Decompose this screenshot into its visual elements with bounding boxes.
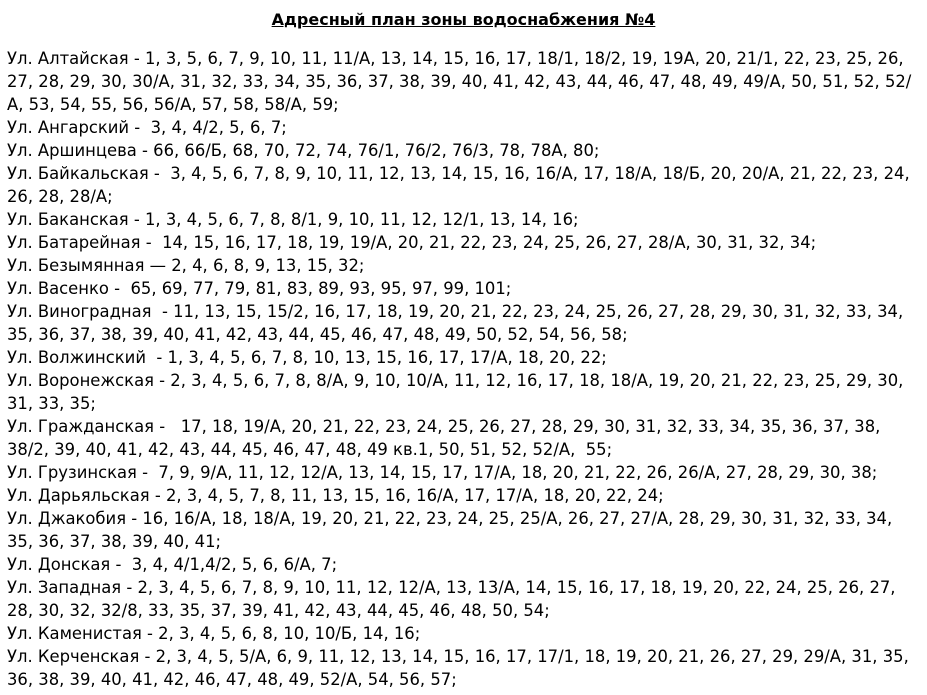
address-entry-gruzinskaya: Ул. Грузинская - 7, 9, 9/А, 11, 12, 12/А, 13, 14, 15, 17, 17/А, 18, 20, 21, 22, 26, 26/А, 27, 28, 29, 30, 38; — [7, 463, 878, 482]
address-entry-batareynaya: Ул. Батарейная - 14, 15, 16, 17, 18, 19, 19/А, 20, 21, 22, 23, 24, 25, 26, 27, 28/А, 30, 31, 32, 34; — [7, 233, 817, 252]
address-entry-bakanskaya: Ул. Баканская - 1, 3, 4, 5, 6, 7, 8, 8/1, 9, 10, 11, 12, 12/1, 13, 14, 16; — [7, 210, 579, 229]
address-entry-voronezhskaya: Ул. Воронежская - 2, 3, 4, 5, 6, 7, 8, 8/А, 9, 10, 10/А, 11, 12, 16, 17, 18, 18/А, 19, 20, 21, 22, 23, 25, 29, 30, 31, 33, 35; — [7, 371, 909, 413]
address-entry-vasenko: Ул. Васенко - 65, 69, 77, 79, 81, 83, 89, 93, 95, 97, 99, 101; — [7, 279, 512, 298]
address-list — [7, 47, 919, 691]
address-entry-bezymyannaya: Ул. Безымянная — 2, 4, 6, 8, 9, 13, 15, 32; — [7, 256, 365, 275]
address-entry-baikalskaya: Ул. Байкальская - 3, 4, 5, 6, 7, 8, 9, 10, 11, 12, 13, 14, 15, 16, 16/А, 17, 18/А, 18/Б, 20, 20/А, 21, 22, 23, 24, 26, 28, 28/А; — [7, 164, 915, 206]
address-entry-vinogradnaya: Ул. Виноградная - 11, 13, 15, 15/2, 16, 17, 18, 19, 20, 21, 22, 23, 24, 25, 26, 27, 28, 29, 30, 31, 32, 33, 34, 35, 36, 37, 38, 39, 40, 41, 42, 43, 44, 45, 46, 47, 48, 49, 50, 52, 54, 56, 58; — [7, 302, 909, 344]
address-entry-grazhdanskaya: Ул. Гражданская - 17, 18, 19/А, 20, 21, 22, 23, 24, 25, 26, 27, 28, 29, 30, 31, 32, 33, 34, 35, 36, 37, 38, 38/2, 39, 40, 41, 42, 43, 44, 45, 46, 47, 48, 49 кв.1, 50, 51, 52, 52/А, 55; — [7, 417, 886, 459]
document-title: Адресный план зоны водоснабжения №4 — [271, 10, 656, 29]
address-entry-altaiskaya: Ул. Алтайская - 1, 3, 5, 6, 7, 9, 10, 11, 11/А, 13, 14, 15, 16, 17, 18/1, 18/2, 19, 19А, 20, 21/1, 22, 23, 25, 26, 27, 28, 29, 30, 30/А, 31, 32, 33, 34, 35, 36, 37, 38, 39, 40, 41, 42, 43, 44, 46, 47, 48, 49, 49/А, 50, 51, 52, 52/А, 53, 54, 55, 56, 56/А, 57, 58, 58/А, 59; — [7, 49, 912, 114]
address-entry-daryalskaya: Ул. Дарьяльская - 2, 3, 4, 5, 7, 8, 11, 13, 15, 16, 16/А, 17, 17/А, 18, 20, 22, 24; — [7, 486, 664, 505]
address-entry-volzhinskiy: Ул. Волжинский - 1, 3, 4, 5, 6, 7, 8, 10, 13, 15, 16, 17, 17/А, 18, 20, 22; — [7, 348, 607, 367]
address-entry-donskaya: Ул. Донская - 3, 4, 4/1,4/2, 5, 6, 6/А, 7; — [7, 555, 338, 574]
address-entry-zapadnaya: Ул. Западная - 2, 3, 4, 5, 6, 7, 8, 9, 10, 11, 12, 12/А, 13, 13/А, 14, 15, 16, 17, 18, 19, 20, 22, 24, 25, 26, 27, 28, 30, 32, 32/8, 33, 35, 37, 39, 41, 42, 43, 44, 45, 46, 48, 50, 54; — [7, 578, 901, 620]
address-entry-dzhakobiya: Ул. Джакобия - 16, 16/А, 18, 18/А, 19, 20, 21, 22, 23, 24, 25, 25/А, 26, 27, 27/А, 28, 29, 30, 31, 32, 33, 34, 35, 36, 37, 38, 39, 40, 41; — [7, 509, 898, 551]
address-entry-kerchenskaya: Ул. Керченская - 2, 3, 4, 5, 5/А, 6, 9, 11, 12, 13, 14, 15, 16, 17, 17/1, 18, 19, 20, 21, 26, 27, 29, 29/А, 31, 35, 36, 38, 39, 40, 41, 42, 46, 47, 48, 49, 52/А, 54, 56, 57; — [7, 647, 914, 689]
address-entry-arshintseva: Ул. Аршинцева - 66, 66/Б, 68, 70, 72, 74, 76/1, 76/2, 76/3, 78, 78А, 80; — [7, 141, 600, 160]
address-entry-kamenistaya: Ул. Каменистая - 2, 3, 4, 5, 6, 8, 10, 10/Б, 14, 16; — [7, 624, 421, 643]
address-entry-angarskiy: Ул. Ангарский - 3, 4, 4/2, 5, 6, 7; — [7, 118, 287, 137]
